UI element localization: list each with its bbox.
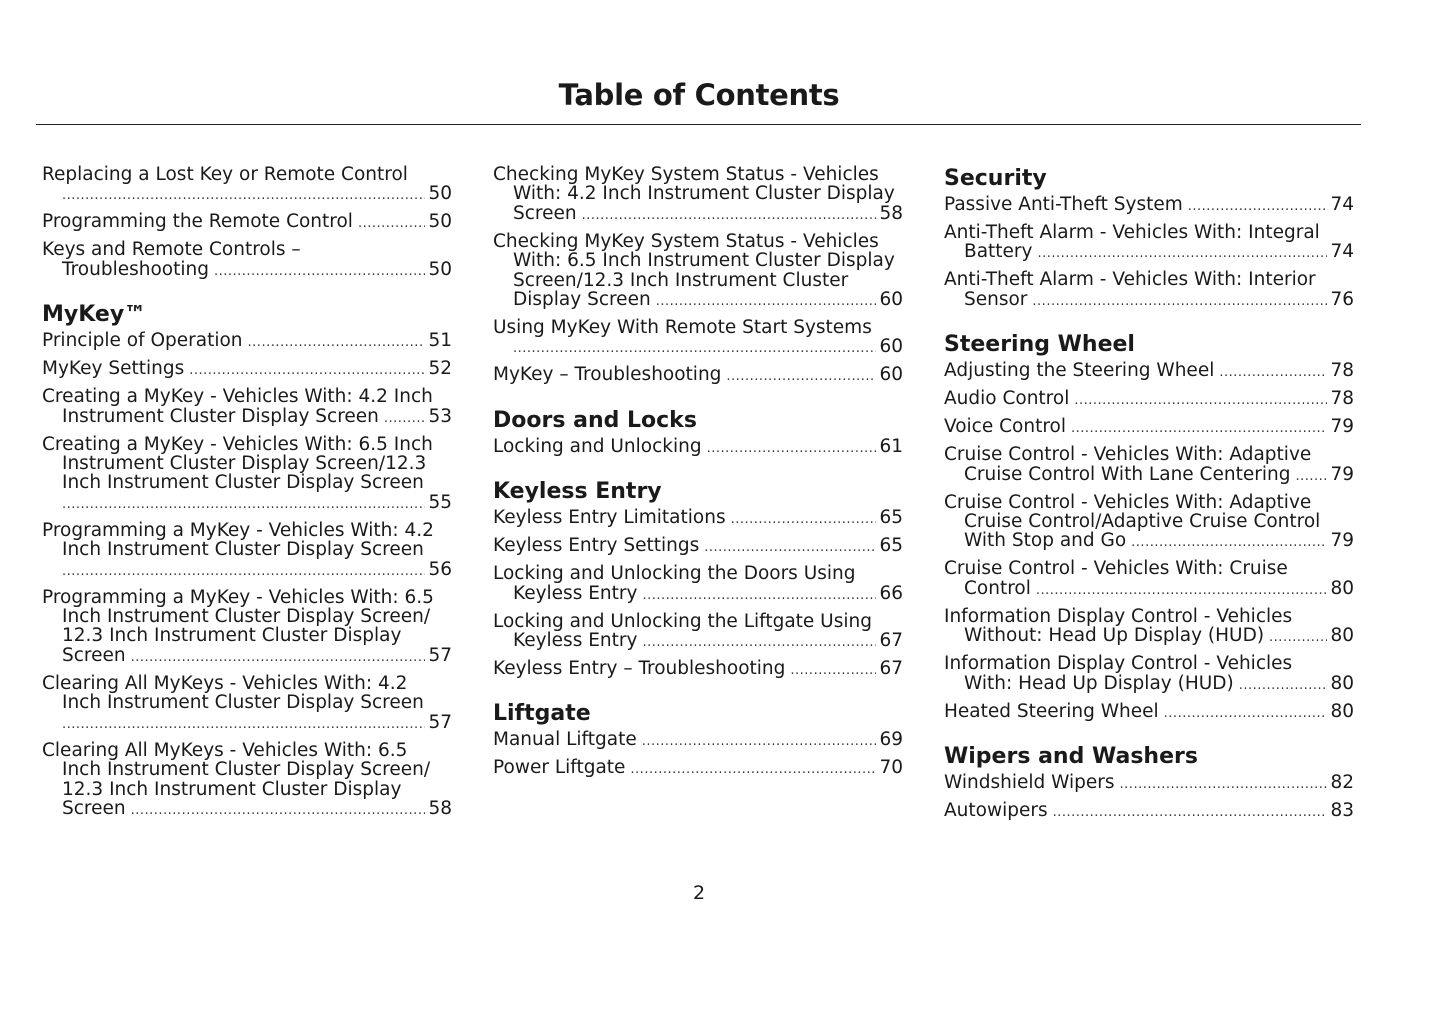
entry-title-line: Programming a MyKey - Vehicles With: 6.5 (42, 586, 434, 608)
toc-entry[interactable] (944, 493, 1354, 553)
section-heading: Liftgate (493, 701, 591, 727)
toc-entry[interactable] (944, 223, 1354, 264)
page-ref: 79 (1330, 530, 1354, 552)
toc-entry[interactable] (944, 607, 1354, 648)
page-ref: 53 (428, 405, 452, 427)
entry-title-line: Keyless Entry – Troubleshooting (493, 658, 786, 680)
entry-leader-line (944, 531, 1354, 552)
dot-leader (384, 409, 426, 428)
page-ref: 83 (1330, 800, 1354, 822)
toc-entry[interactable] (42, 165, 452, 206)
entry-title-line: Using MyKey With Remote Start Systems (493, 317, 872, 339)
entry-title-line: Creating a MyKey - Vehicles With: 4.2 Inch (42, 386, 433, 408)
dot-leader (1037, 244, 1327, 263)
entry-title-line: 12.3 Inch Instrument Cluster Display (62, 778, 402, 800)
page-ref: 76 (1330, 288, 1354, 310)
entry-title-line: Power Liftgate (493, 757, 626, 779)
page-ref: 80 (1330, 700, 1354, 722)
toc-entry[interactable] (42, 674, 452, 734)
toc-entry[interactable] (944, 702, 1354, 723)
section-heading: MyKey™ (42, 302, 147, 328)
toc-entry[interactable] (42, 212, 452, 233)
entry-leader-line (42, 799, 452, 820)
entry-title-line: Locking and Unlocking the Liftgate Using (493, 610, 872, 632)
entry-title-line: Clearing All MyKeys - Vehicles With: 4.2 (42, 672, 408, 694)
toc-entry[interactable] (944, 417, 1354, 438)
entry-title-line: Instrument Cluster Display Screen (62, 405, 379, 427)
entry-leader-line (42, 646, 452, 667)
entry-title-line: Without: Head Up Display (HUD) (964, 625, 1265, 647)
dot-leader (1295, 467, 1327, 486)
toc-entry[interactable] (42, 387, 452, 428)
dot-leader (1074, 391, 1327, 410)
dot-leader (1164, 704, 1328, 723)
dot-leader (1053, 803, 1328, 822)
page-ref: 67 (879, 658, 903, 680)
entry-title-line: Keys and Remote Controls – (42, 239, 301, 261)
dot-leader (642, 732, 877, 751)
entry-title-line: Inch Instrument Cluster Display Screen/ (62, 606, 431, 628)
page-ref: 65 (879, 507, 903, 529)
section-heading: Keyless Entry (493, 479, 662, 505)
toc-entry[interactable] (493, 318, 903, 359)
entry-leader-line (493, 659, 903, 680)
toc-entry[interactable] (42, 331, 452, 352)
toc-entry[interactable] (493, 730, 903, 751)
entry-title-line: Sensor (964, 288, 1028, 310)
entry-title-line: Programming the Remote Control (42, 211, 353, 233)
page-ref: 60 (879, 289, 903, 311)
entry-leader-line (42, 713, 452, 734)
dot-leader (1219, 363, 1327, 382)
entry-title-line: Keyless Entry Settings (493, 535, 700, 557)
toc-section (493, 478, 903, 680)
entry-title-line: Battery (964, 241, 1033, 263)
page-title: Table of Contents (558, 78, 840, 112)
entry-leader-line (944, 361, 1354, 382)
dot-leader (1239, 676, 1328, 695)
toc-entry[interactable] (42, 435, 452, 515)
section-heading: Doors and Locks (493, 407, 697, 433)
page-ref: 57 (428, 711, 452, 733)
entry-leader-line (493, 290, 903, 311)
title-divider (36, 124, 1361, 125)
toc-entry[interactable] (42, 741, 452, 821)
entry-leader-line (42, 560, 452, 581)
entry-title-line: Keyless Entry Limitations (493, 507, 726, 529)
entry-leader-line (42, 331, 452, 352)
dot-leader (513, 339, 876, 358)
entry-title-line: Cruise Control/Adaptive Cruise Control (964, 511, 1321, 533)
entry-leader-line (944, 242, 1354, 263)
dot-leader (62, 715, 425, 734)
entry-title-line: Information Display Control - Vehicles (944, 605, 1293, 627)
dot-leader (707, 439, 877, 458)
toc-column-3 (944, 165, 1354, 829)
section-heading: Steering Wheel (944, 332, 1135, 358)
toc-entry[interactable] (944, 389, 1354, 410)
entry-leader-line (42, 212, 452, 233)
page-ref: 60 (879, 336, 903, 358)
entry-leader-line (42, 493, 452, 514)
entry-title-line: Locking and Unlocking (493, 435, 702, 457)
entry-leader-line (944, 626, 1354, 647)
entry-title-line: With: 4.2 Inch Instrument Cluster Display (513, 183, 895, 205)
entry-title-line: Principle of Operation (42, 330, 243, 352)
entry-title-line: Inch Instrument Cluster Display Screen (62, 692, 424, 714)
dot-leader (1071, 419, 1327, 438)
dot-leader (731, 510, 877, 529)
toc-entry[interactable] (493, 165, 903, 225)
entry-leader-line (42, 184, 452, 205)
page-ref: 56 (428, 558, 452, 580)
entry-leader-line (493, 508, 903, 529)
entry-title-line: Voice Control (944, 416, 1066, 438)
entry-title-line: Keyless Entry (513, 630, 638, 652)
section-heading: Wipers and Washers (944, 744, 1198, 770)
entry-title-line: Audio Control (944, 388, 1070, 410)
page-ref: 80 (1330, 577, 1354, 599)
entry-title-line: Control (964, 577, 1031, 599)
toc-entry[interactable] (944, 559, 1354, 600)
page-ref: 79 (1330, 463, 1354, 485)
entry-title-line: Replacing a Lost Key or Remote Control (42, 164, 408, 185)
entry-title-line: Keyless Entry (513, 582, 638, 604)
page-ref: 65 (879, 535, 903, 557)
page-ref: 50 (428, 183, 452, 205)
page-ref: 61 (879, 435, 903, 457)
entry-title-line: Troubleshooting (62, 258, 209, 280)
entry-leader-line (42, 407, 452, 428)
entry-leader-line (493, 365, 903, 386)
toc-column-2 (493, 165, 903, 786)
page-ref: 52 (428, 358, 452, 380)
toc-entry[interactable] (493, 232, 903, 312)
entry-title-line: Locking and Unlocking the Doors Using (493, 563, 856, 585)
entry-leader-line (42, 260, 452, 281)
toc-entry[interactable] (944, 195, 1354, 216)
page-ref: 51 (428, 330, 452, 352)
page-ref: 74 (1330, 241, 1354, 263)
page-ref: 80 (1330, 672, 1354, 694)
dot-leader (1036, 581, 1328, 600)
entry-title-line: Cruise Control - Vehicles With: Adaptive (944, 491, 1312, 513)
entry-title-line: Autowipers (944, 800, 1048, 822)
dot-leader (131, 801, 426, 820)
entry-leader-line (944, 773, 1354, 794)
page-ref: 82 (1330, 772, 1354, 794)
page-ref: 58 (428, 797, 452, 819)
entry-title-line: Clearing All MyKeys - Vehicles With: 6.5 (42, 739, 408, 761)
dot-leader (656, 292, 877, 311)
toc-section (944, 165, 1354, 311)
entry-leader-line (944, 801, 1354, 822)
entry-title-line: Display Screen (513, 289, 651, 311)
entry-leader-line (493, 536, 903, 557)
entry-title-line: Adjusting the Steering Wheel (944, 360, 1215, 382)
entry-title-line: Heated Steering Wheel (944, 700, 1159, 722)
toc-section (42, 301, 452, 820)
entry-title-line: Inch Instrument Cluster Display Screen (62, 472, 424, 494)
dot-leader (790, 661, 876, 680)
toc-section (42, 165, 452, 281)
toc-section (493, 165, 903, 387)
entry-title-line: Passive Anti-Theft System (944, 194, 1183, 215)
toc-entry[interactable] (944, 270, 1354, 311)
toc-entry[interactable] (42, 521, 452, 581)
entry-title-line: Instrument Cluster Display Screen/12.3 (62, 453, 427, 475)
entry-leader-line (944, 290, 1354, 311)
entry-leader-line (42, 359, 452, 380)
entry-title-line: With: 6.5 Inch Instrument Cluster Display (513, 250, 895, 272)
dot-leader (642, 633, 876, 652)
toc-entry[interactable] (944, 654, 1354, 695)
entry-leader-line (493, 631, 903, 652)
dot-leader (189, 361, 425, 380)
page-ref: 50 (428, 258, 452, 280)
page-ref: 79 (1330, 416, 1354, 438)
entry-title-line: Anti-Theft Alarm - Vehicles With: Interior (944, 269, 1316, 291)
entry-title-line: MyKey – Troubleshooting (493, 364, 722, 386)
page-ref: 66 (879, 582, 903, 604)
entry-title-line: Inch Instrument Cluster Display Screen (62, 539, 424, 561)
entry-leader-line (493, 758, 903, 779)
dot-leader (248, 333, 426, 352)
dot-leader (642, 586, 876, 605)
entry-leader-line (944, 579, 1354, 600)
toc-entry[interactable] (493, 659, 903, 680)
entry-title-line: With: Head Up Display (HUD) (964, 672, 1234, 694)
page-ref: 58 (879, 202, 903, 224)
dot-leader (630, 760, 876, 779)
entry-title-line: Screen/12.3 Inch Instrument Cluster (513, 269, 849, 291)
dot-leader (62, 562, 425, 581)
toc-section (493, 407, 903, 458)
toc-column-1 (42, 165, 452, 827)
page-ref: 74 (1330, 194, 1354, 215)
page-ref: 78 (1330, 360, 1354, 382)
entry-title-line: With Stop and Go (964, 530, 1127, 552)
dot-leader (704, 538, 876, 557)
entry-leader-line (493, 584, 903, 605)
page-ref: 55 (428, 491, 452, 513)
dot-leader (1032, 292, 1327, 311)
entry-leader-line (944, 389, 1354, 410)
entry-leader-line (493, 204, 903, 225)
entry-title-line: Creating a MyKey - Vehicles With: 6.5 Inch (42, 433, 433, 455)
toc-section (944, 743, 1354, 822)
entry-title-line: Cruise Control With Lane Centering (964, 463, 1291, 485)
toc-entry[interactable] (944, 361, 1354, 382)
page-ref: 67 (879, 630, 903, 652)
entry-title-line: 12.3 Inch Instrument Cluster Display (62, 625, 402, 647)
entry-title-line: Cruise Control - Vehicles With: Adaptive (944, 444, 1312, 466)
toc-entry[interactable] (42, 240, 452, 281)
entry-leader-line (493, 730, 903, 751)
entry-title-line: MyKey Settings (42, 358, 185, 380)
toc-entry[interactable] (493, 758, 903, 779)
toc-section (944, 331, 1354, 723)
entry-leader-line (944, 674, 1354, 695)
dot-leader (582, 206, 877, 225)
entry-title-line: Screen (513, 202, 577, 224)
page-ref: 78 (1330, 388, 1354, 410)
toc-entry[interactable] (42, 359, 452, 380)
dot-leader (358, 214, 426, 233)
entry-title-line: Screen (62, 797, 126, 819)
toc-entry[interactable] (42, 588, 452, 668)
dot-leader (726, 367, 876, 386)
toc-entry[interactable] (493, 536, 903, 557)
page-ref: 80 (1330, 625, 1354, 647)
toc-entry[interactable] (493, 612, 903, 653)
page-ref: 69 (879, 729, 903, 751)
entry-leader-line (944, 417, 1354, 438)
entry-leader-line (493, 337, 903, 358)
entry-title-line: Information Display Control - Vehicles (944, 653, 1293, 675)
toc-entry[interactable] (493, 365, 903, 386)
entry-leader-line (944, 702, 1354, 723)
entry-title-line: Checking MyKey System Status - Vehicles (493, 230, 879, 252)
dot-leader (1131, 533, 1327, 552)
page-number: 2 (692, 882, 706, 904)
page-ref: 57 (428, 644, 452, 666)
entry-title-line: Manual Liftgate (493, 729, 637, 751)
entry-title-line: Anti-Theft Alarm - Vehicles With: Integral (944, 222, 1320, 243)
dot-leader (1188, 197, 1328, 216)
dot-leader (214, 262, 426, 281)
entry-title-line: Screen (62, 644, 126, 666)
entry-title-line: Cruise Control - Vehicles With: Cruise (944, 558, 1288, 580)
toc-entry[interactable] (944, 445, 1354, 486)
entry-title-line: Programming a MyKey - Vehicles With: 4.2 (42, 519, 434, 541)
toc-entry[interactable] (493, 508, 903, 529)
entry-title-line: Windshield Wipers (944, 772, 1115, 794)
dot-leader (62, 186, 425, 205)
entry-title-line: Inch Instrument Cluster Display Screen/ (62, 759, 431, 781)
dot-leader (1269, 628, 1327, 647)
toc-entry[interactable] (944, 773, 1354, 794)
page-ref: 70 (879, 757, 903, 779)
dot-leader (62, 495, 425, 514)
dot-leader (1120, 775, 1328, 794)
entry-leader-line (944, 465, 1354, 486)
toc-entry[interactable] (493, 564, 903, 605)
toc-section (493, 700, 903, 779)
page-ref: 50 (428, 211, 452, 233)
entry-title-line: Checking MyKey System Status - Vehicles (493, 164, 879, 185)
toc-entry[interactable] (944, 801, 1354, 822)
page-ref: 60 (879, 364, 903, 386)
entry-leader-line (493, 437, 903, 458)
dot-leader (131, 648, 426, 667)
section-heading: Security (944, 166, 1047, 191)
entry-leader-line (944, 195, 1354, 216)
toc-entry[interactable] (493, 437, 903, 458)
